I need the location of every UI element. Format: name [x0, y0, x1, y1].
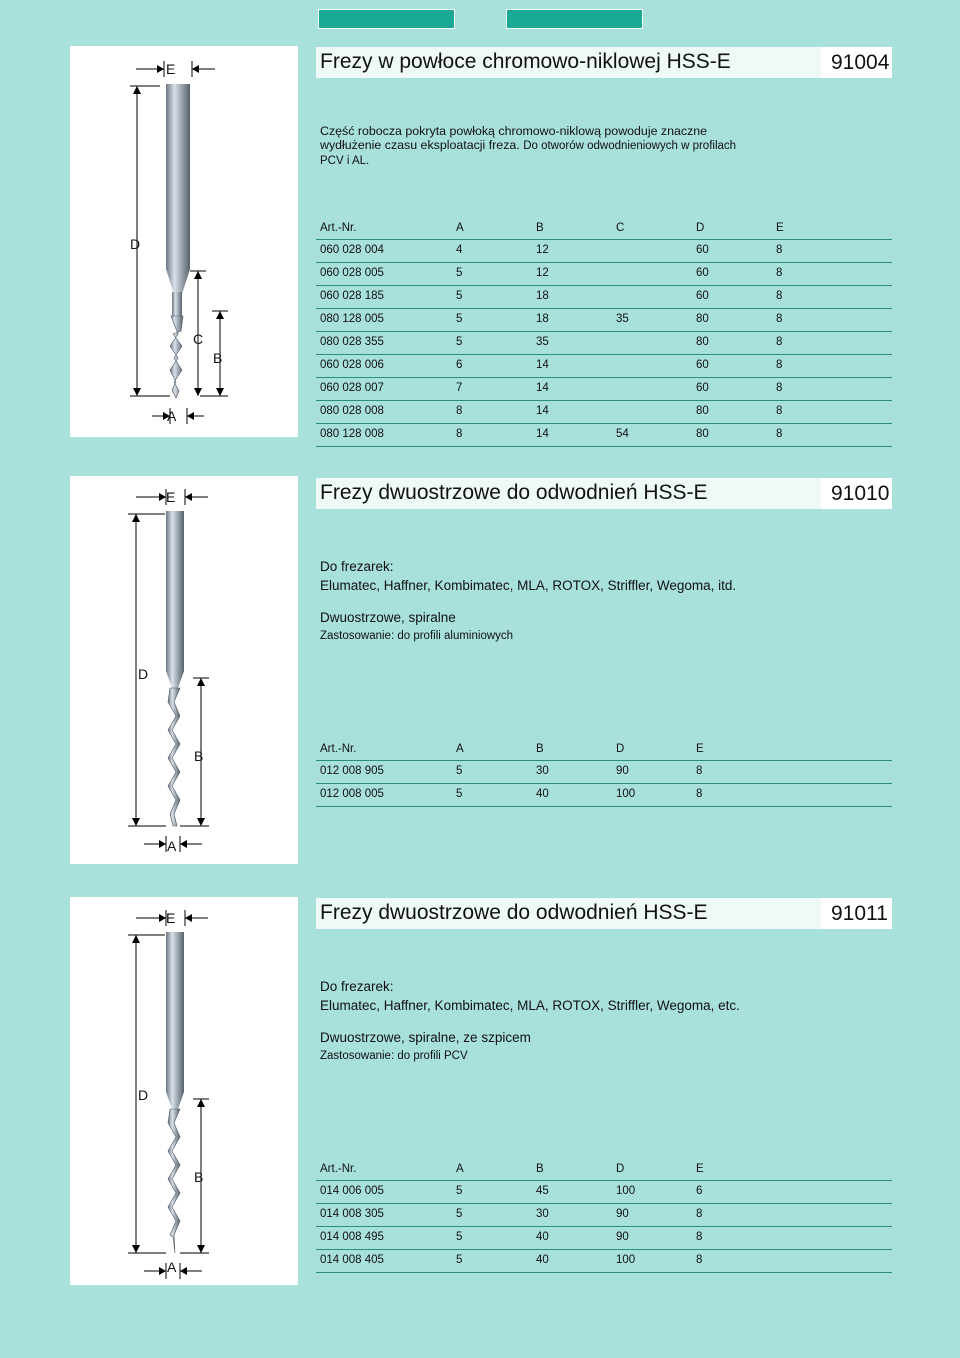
table-header-cell: E [696, 743, 704, 755]
tool-drawing-91011 [70, 897, 298, 1285]
table-cell: 14 [536, 359, 549, 371]
table-cell: 30 [536, 1208, 549, 1220]
catalog-number: 91010 [831, 482, 890, 505]
table-cell: 18 [536, 290, 549, 302]
table-header-cell: E [776, 222, 784, 234]
table-cell: 35 [616, 313, 629, 325]
table-header-cell: D [696, 222, 705, 234]
table-cell: 6 [696, 1185, 703, 1197]
table-cell: 5 [456, 313, 463, 325]
description-extra: Do otworów odwodnieniowych w profilach [523, 140, 737, 153]
description [320, 124, 736, 168]
label-e: E [166, 910, 176, 926]
table-cell: 8 [696, 1254, 703, 1266]
label-a: A [167, 1259, 177, 1275]
table-cell: 60 [696, 244, 709, 256]
table-cell: 60 [696, 267, 709, 279]
section-title-bar [316, 47, 892, 78]
table-cell: 8 [776, 428, 783, 440]
table-cell: 60 [696, 290, 709, 302]
table-header-cell: C [616, 222, 625, 234]
table-cell: 14 [536, 382, 549, 394]
table-cell: 54 [616, 428, 629, 440]
table-cell: 8 [776, 290, 783, 302]
table-row [316, 1181, 892, 1204]
table-cell: 014 008 495 [320, 1231, 384, 1243]
table-cell: 012 008 005 [320, 788, 384, 800]
table-cell: 080 028 355 [320, 336, 384, 348]
table-cell: 5 [456, 1208, 463, 1220]
table-row [316, 401, 892, 424]
section-title: Frezy dwuostrzowe do odwodnień HSS-E [320, 901, 708, 924]
label-d: D [130, 236, 141, 252]
table-cell: 8 [776, 336, 783, 348]
table-row [316, 355, 892, 378]
table-header-cell: E [696, 1163, 704, 1175]
table-row [316, 240, 892, 263]
label-e: E [166, 61, 176, 77]
section-title: Frezy w powłoce chromowo-niklowej HSS-E [320, 50, 731, 73]
tool-type: Dwuostrzowe, spiralne [320, 610, 456, 625]
header-tab-1 [318, 9, 455, 29]
description-line-1: Część robocza pokryta powłoką chromowo-niklową powoduje znaczne [320, 124, 708, 138]
table-cell: 40 [536, 1254, 549, 1266]
section-title: Frezy dwuostrzowe do odwodnień HSS-E [320, 481, 708, 504]
table-cell: 080 028 008 [320, 405, 384, 417]
table-cell: 7 [456, 382, 463, 394]
machines-block [320, 557, 736, 595]
table-cell: 6 [456, 359, 463, 371]
article-table-91004 [316, 218, 892, 447]
label-b: B [213, 350, 223, 366]
article-table-91010 [316, 739, 892, 807]
table-cell: 014 008 405 [320, 1254, 384, 1266]
table-cell: 5 [456, 788, 463, 800]
table-cell: 8 [696, 1208, 703, 1220]
description-line-3: PCV i AL. [320, 154, 370, 167]
table-cell: 014 006 005 [320, 1185, 384, 1197]
table-cell: 5 [456, 336, 463, 348]
table-cell: 80 [696, 428, 709, 440]
table-cell: 30 [536, 765, 549, 777]
table-cell: 5 [456, 267, 463, 279]
table-header-cell: Art.-Nr. [320, 743, 357, 755]
table-cell: 100 [616, 788, 636, 800]
table-cell: 60 [696, 359, 709, 371]
table-cell: 8 [456, 428, 463, 440]
table-row [316, 378, 892, 401]
header-tab-2 [506, 9, 643, 29]
catalog-number-box [821, 47, 892, 78]
table-cell: 5 [456, 1185, 463, 1197]
table-cell: 5 [456, 1231, 463, 1243]
table-cell: 18 [536, 313, 549, 325]
table-cell: 060 028 185 [320, 290, 384, 302]
table-header-row [316, 739, 892, 761]
table-cell: 80 [696, 405, 709, 417]
section-title-bar [316, 478, 892, 509]
table-header-cell: B [536, 222, 544, 234]
tool-drawing-91010 [70, 476, 298, 864]
table-cell: 080 128 005 [320, 313, 384, 325]
catalog-number: 91011 [831, 902, 888, 925]
tool-drawing-91004 [70, 46, 298, 437]
table-cell: 5 [456, 290, 463, 302]
tool-type: Dwuostrzowe, spiralne, ze szpicem [320, 1030, 531, 1045]
label-b: B [194, 1169, 204, 1185]
table-cell: 060 028 006 [320, 359, 384, 371]
machines-list: Elumatec, Haffner, Kombimatec, MLA, ROTOX, Striffler, Wegoma, etc. [320, 998, 740, 1013]
table-cell: 012 008 905 [320, 765, 384, 777]
table-cell: 35 [536, 336, 549, 348]
usage-note: Zastosowanie: do profili PCV [320, 1050, 468, 1062]
table-cell: 90 [616, 1208, 629, 1220]
catalog-number-box [821, 478, 892, 509]
table-row [316, 424, 892, 447]
table-cell: 80 [696, 313, 709, 325]
table-header-row [316, 218, 892, 240]
table-cell: 060 028 007 [320, 382, 384, 394]
table-header-cell: A [456, 222, 464, 234]
table-row [316, 263, 892, 286]
catalog-number-box [821, 898, 892, 929]
machines-block [320, 977, 740, 1015]
description-line-2-main: wydłużenie czasu eksploatacji freza. [320, 138, 520, 153]
table-header-row [316, 1159, 892, 1181]
description-line-2 [320, 138, 736, 153]
table-cell: 8 [696, 765, 703, 777]
table-cell: 8 [776, 313, 783, 325]
table-cell: 80 [696, 336, 709, 348]
table-cell: 12 [536, 244, 549, 256]
table-header-cell: D [616, 743, 625, 755]
machines-label: Do frezarek: [320, 979, 394, 994]
usage-note: Zastosowanie: do profili aluminiowych [320, 630, 514, 642]
table-header-cell: Art.-Nr. [320, 1163, 357, 1175]
table-cell: 060 028 004 [320, 244, 384, 256]
label-a: A [167, 408, 177, 424]
table-row [316, 1227, 892, 1250]
table-header-cell: B [536, 1163, 544, 1175]
table-cell: 100 [616, 1254, 636, 1266]
table-header-cell: D [616, 1163, 625, 1175]
catalog-number: 91004 [831, 51, 890, 74]
table-header-cell: A [456, 743, 464, 755]
table-cell: 8 [776, 382, 783, 394]
label-b: B [194, 748, 204, 764]
table-header-cell: Art.-Nr. [320, 222, 357, 234]
table-row [316, 309, 892, 332]
table-cell: 40 [536, 788, 549, 800]
table-cell: 8 [776, 244, 783, 256]
table-cell: 060 028 005 [320, 267, 384, 279]
table-cell: 8 [776, 267, 783, 279]
label-c: C [193, 331, 204, 347]
table-cell: 45 [536, 1185, 549, 1197]
table-row [316, 286, 892, 309]
table-row [316, 1250, 892, 1273]
label-d: D [138, 666, 149, 682]
machines-list: Elumatec, Haffner, Kombimatec, MLA, ROTOX, Striffler, Wegoma, itd. [320, 578, 737, 593]
table-cell: 40 [536, 1231, 549, 1243]
table-cell: 8 [696, 1231, 703, 1243]
table-cell: 8 [776, 405, 783, 417]
label-d: D [138, 1087, 149, 1103]
table-cell: 8 [456, 405, 463, 417]
article-table-91011 [316, 1159, 892, 1273]
table-cell: 12 [536, 267, 549, 279]
table-row [316, 761, 892, 784]
table-cell: 60 [696, 382, 709, 394]
machines-label: Do frezarek: [320, 559, 394, 574]
label-a: A [167, 838, 177, 854]
table-cell: 8 [696, 788, 703, 800]
table-cell: 90 [616, 1231, 629, 1243]
table-header-cell: A [456, 1163, 464, 1175]
table-cell: 8 [776, 359, 783, 371]
table-cell: 5 [456, 1254, 463, 1266]
table-cell: 100 [616, 1185, 636, 1197]
table-cell: 080 128 008 [320, 428, 384, 440]
section-title-bar [316, 898, 892, 929]
table-row [316, 332, 892, 355]
table-cell: 4 [456, 244, 463, 256]
table-cell: 90 [616, 765, 629, 777]
table-cell: 5 [456, 765, 463, 777]
label-e: E [166, 489, 176, 505]
table-cell: 14 [536, 405, 549, 417]
table-row [316, 1204, 892, 1227]
table-row [316, 784, 892, 807]
table-header-cell: B [536, 743, 544, 755]
table-cell: 014 008 305 [320, 1208, 384, 1220]
table-cell: 14 [536, 428, 549, 440]
